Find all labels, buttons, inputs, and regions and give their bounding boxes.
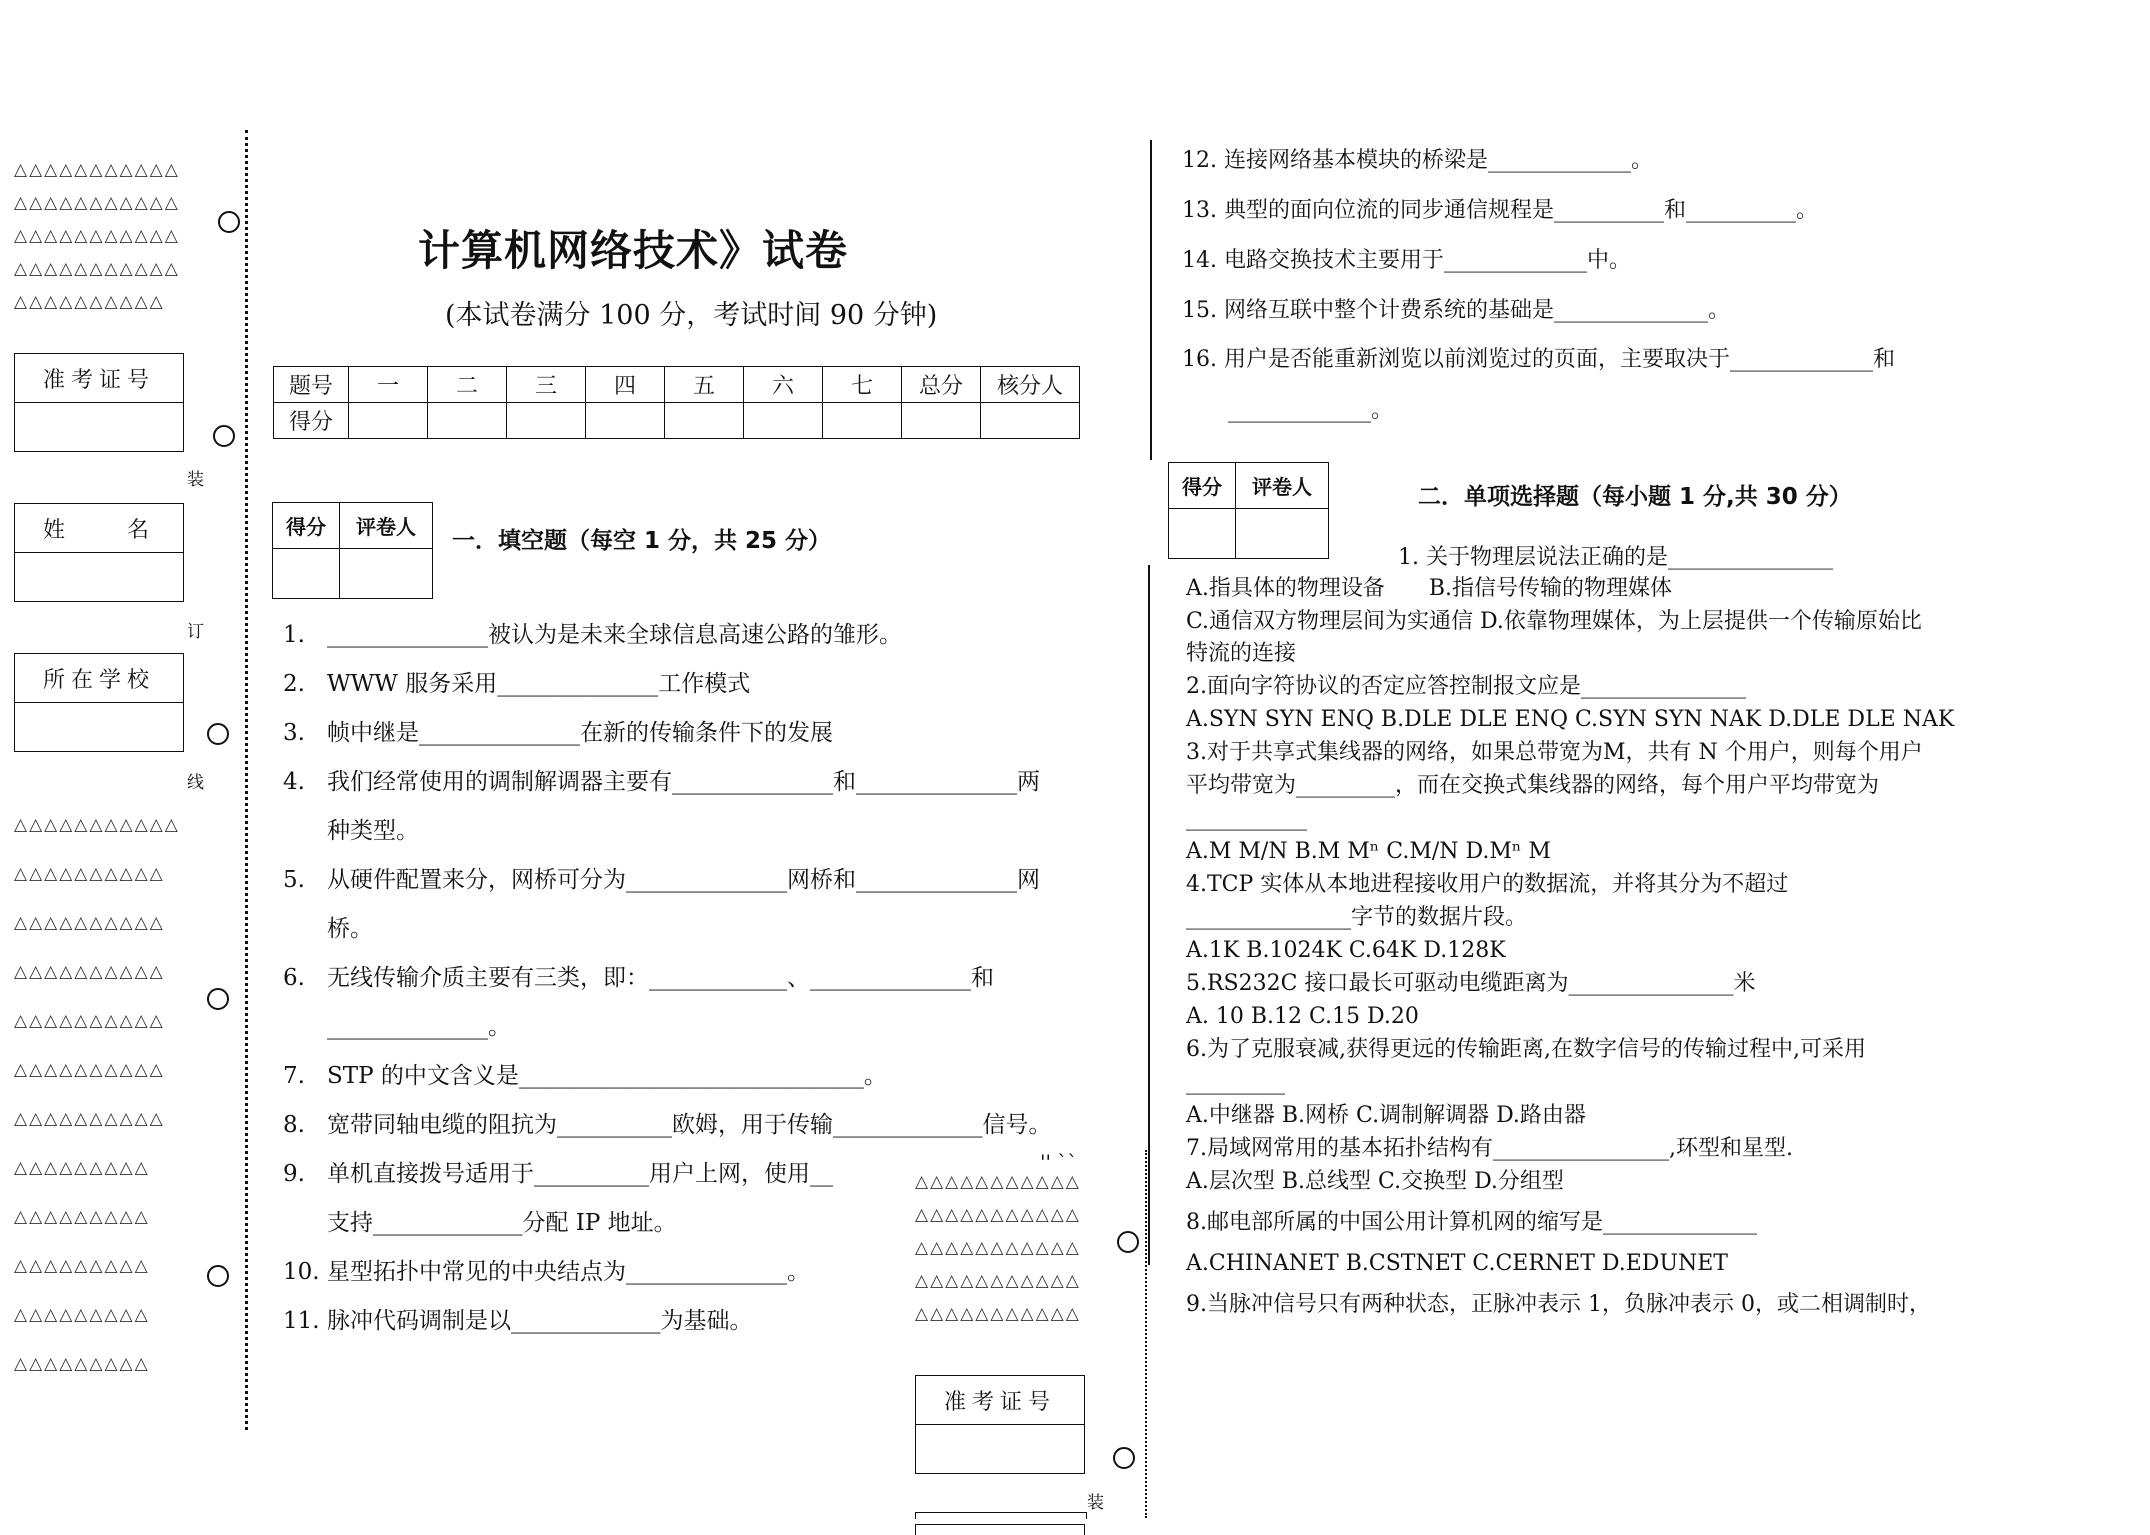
question: 3. 帧中继是______________在新的传输条件下的发展 xyxy=(283,720,833,746)
school-field[interactable] xyxy=(15,703,183,751)
exam-id-field[interactable] xyxy=(15,403,183,451)
triangle-row: △△△△△△△△△△△ xyxy=(915,1238,1081,1258)
triangle-row: △△△△△△△△△ xyxy=(14,1158,150,1178)
question: 12. 连接网络基本模块的桥梁是_____________。 xyxy=(1182,148,1653,173)
binding-hole xyxy=(1113,1447,1135,1469)
triangle-row: △△△△△△△△△△△ xyxy=(14,193,180,213)
question: 16. 用户是否能重新浏览以前浏览过的页面，主要取决于_____________和 xyxy=(1182,347,1895,372)
question: 5. 从硬件配置来分，网桥可分为______________网桥和______________网 xyxy=(283,867,1040,893)
triangle-row: △△△△△△△△△△ xyxy=(14,864,165,884)
question: 9. 单机直接拨号适用于__________用户上网，使用__ xyxy=(283,1161,833,1187)
score-cell[interactable] xyxy=(823,403,902,439)
question-line: A.指具体的物理设备 B.指信号传输的物理媒体 xyxy=(1186,576,1673,601)
triangle-row: △△△△△△△△△△△ xyxy=(14,815,180,835)
grader-score-cell[interactable] xyxy=(273,549,340,599)
question-line: A. 10 B.12 C.15 D.20 xyxy=(1186,1004,1419,1029)
exam-id-box-2 xyxy=(915,1375,1085,1474)
score-table-header: 题号 xyxy=(274,367,349,403)
binding-hole xyxy=(213,425,235,447)
column-divider xyxy=(1148,565,1150,1265)
question: 15. 网络互联中整个计费系统的基础是______________。 xyxy=(1182,298,1730,323)
text-fragment: '' `` xyxy=(1040,1150,1078,1174)
question: 11. 脉冲代码调制是以_____________为基础。 xyxy=(283,1308,753,1334)
grader-score-cell[interactable] xyxy=(1169,509,1236,559)
question: 14. 电路交换技术主要用于_____________中。 xyxy=(1182,248,1631,273)
triangle-row: △△△△△△△△△△ xyxy=(14,913,165,933)
question-line: 1. 关于物理层说法正确的是_______________ xyxy=(1398,545,1833,570)
name-field[interactable] xyxy=(15,553,183,601)
triangle-row: △△△△△△△△△△ xyxy=(14,962,165,982)
exam-id-field[interactable] xyxy=(916,1425,1084,1473)
exam-subtitle: (本试卷满分 100 分，考试时间 90 分钟) xyxy=(445,300,938,331)
grader-score-label: 得分 xyxy=(273,503,340,549)
triangle-row: △△△△△△△△△△△ xyxy=(14,160,180,180)
triangle-row: △△△△△△△△△△△ xyxy=(14,226,180,246)
question-line: _______________字节的数据片段。 xyxy=(1186,905,1528,930)
question-line: 3.对于共享式集线器的网络，如果总带宽为M，共有 N 个用户，则每个用户 xyxy=(1186,740,1923,765)
question: 13. 典型的面向位流的同步通信规程是__________和__________。 xyxy=(1182,198,1818,223)
score-cell[interactable] xyxy=(981,403,1080,439)
section1-title: 一．填空题（每空 1 分，共 25 分） xyxy=(452,528,832,554)
exam-id-box xyxy=(14,353,184,452)
question-line: 6.为了克服衰减,获得更远的传输距离,在数字信号的传输过程中,可采用 xyxy=(1186,1037,1866,1062)
school-box xyxy=(14,653,184,752)
column-divider xyxy=(1150,140,1152,460)
school-label: 所在学校 xyxy=(15,654,183,703)
score-cell[interactable] xyxy=(744,403,823,439)
score-table-header: 六 xyxy=(744,367,823,403)
grader-box-section2 xyxy=(1168,462,1329,559)
question-line: 4.TCP 实体从本地进程接收用户的数据流，并将其分为不超过 xyxy=(1186,872,1789,897)
binding-hole xyxy=(207,988,229,1010)
question: ______________。 xyxy=(327,1014,511,1040)
exam-title: 计算机网络技术》试卷 xyxy=(418,226,849,275)
binding-line xyxy=(245,130,248,1430)
question-line: 8.邮电部所属的中国公用计算机网的缩写是______________ xyxy=(1186,1210,1757,1235)
binding-mark-xian: 线 xyxy=(187,773,204,793)
triangle-row: △△△△△△△△△ xyxy=(14,1207,150,1227)
binding-mark-zhuang: 装 xyxy=(1087,1493,1104,1513)
triangle-row: △△△△△△△△△△△ xyxy=(915,1205,1081,1225)
question-line: 7.局域网常用的基本拓扑结构有________________,环型和星型. xyxy=(1186,1136,1793,1161)
question: 2. WWW 服务采用______________工作模式 xyxy=(283,671,751,697)
question-line: 2.面向字符协议的否定应答控制报文应是_______________ xyxy=(1186,674,1746,699)
question-line: A.中继器 B.网桥 C.调制解调器 D.路由器 xyxy=(1186,1103,1586,1128)
score-table-header: 四 xyxy=(586,367,665,403)
triangle-row: △△△△△△△△△△△ xyxy=(14,259,180,279)
question-line: 5.RS232C 接口最长可驱动电缆距离为_______________米 xyxy=(1186,971,1756,996)
grader-box-section1 xyxy=(272,502,433,599)
box-fragment xyxy=(915,1524,1085,1535)
grader-score-label: 得分 xyxy=(1169,463,1236,509)
score-table xyxy=(273,366,1080,439)
question-line: C.通信双方物理层间为实通信 D.依靠物理媒体，为上层提供一个传输原始比 xyxy=(1186,609,1922,634)
score-cell[interactable] xyxy=(665,403,744,439)
question: _____________。 xyxy=(1228,398,1394,423)
binding-mark-zhuang: 装 xyxy=(187,470,204,490)
triangle-row: △△△△△△△△△ xyxy=(14,1256,150,1276)
score-cell[interactable] xyxy=(349,403,428,439)
question: 桥。 xyxy=(327,916,373,942)
grader-name-label: 评卷人 xyxy=(340,503,433,549)
triangle-row: △△△△△△△△△△△ xyxy=(915,1304,1081,1324)
triangle-row: △△△△△△△△△△ xyxy=(14,1109,165,1129)
question: 6. 无线传输介质主要有三类，即：____________、______________和 xyxy=(283,965,994,991)
score-cell[interactable] xyxy=(902,403,981,439)
score-cell[interactable] xyxy=(428,403,507,439)
section2-title: 二．单项选择题（每小题 1 分,共 30 分） xyxy=(1418,484,1852,510)
question: 1. ______________被认为是未来全球信息高速公路的雏形。 xyxy=(283,622,902,648)
score-table-header: 五 xyxy=(665,367,744,403)
exam-id-label: 准考证号 xyxy=(15,354,183,403)
question-line: 平均带宽为_________，而在交换式集线器的网络，每个用户平均带宽为 xyxy=(1186,773,1880,798)
question-line: A.层次型 B.总线型 C.交换型 D.分组型 xyxy=(1186,1169,1564,1194)
score-cell[interactable] xyxy=(586,403,665,439)
question-line: A.SYN SYN ENQ B.DLE DLE ENQ C.SYN SYN NAK D.DLE DLE NAK xyxy=(1186,707,1955,732)
binding-hole xyxy=(1117,1231,1139,1253)
score-table-header: 总分 xyxy=(902,367,981,403)
question: 7. STP 的中文含义是______________________________。 xyxy=(283,1063,887,1089)
question-line: 特流的连接 xyxy=(1186,641,1297,666)
score-table-header: 三 xyxy=(507,367,586,403)
score-table-header: 七 xyxy=(823,367,902,403)
triangle-row: △△△△△△△△△ xyxy=(14,1305,150,1325)
triangle-row: △△△△△△△△△△ xyxy=(14,1011,165,1031)
name-label: 姓 名 xyxy=(15,504,183,553)
triangle-row: △△△△△△△△△△△ xyxy=(915,1271,1081,1291)
score-table-header: 一 xyxy=(349,367,428,403)
question-line: A.CHINANET B.CSTNET C.CERNET D.EDUNET xyxy=(1186,1251,1728,1276)
score-cell[interactable] xyxy=(507,403,586,439)
binding-mark-ding: 订 xyxy=(187,622,204,642)
triangle-row: △△△△△△△△△△△ xyxy=(915,1172,1081,1192)
question: 4. 我们经常使用的调制解调器主要有______________和______________两 xyxy=(283,769,1040,795)
triangle-row: △△△△△△△△△ xyxy=(14,1354,150,1374)
question: 种类型。 xyxy=(327,818,419,844)
binding-hole xyxy=(207,1265,229,1287)
question-line: A.1K B.1024K C.64K D.128K xyxy=(1186,938,1506,963)
question: 支持_____________分配 IP 地址。 xyxy=(327,1210,677,1236)
question: 10. 星型拓扑中常见的中央结点为______________。 xyxy=(283,1259,810,1285)
triangle-row: △△△△△△△△△△ xyxy=(14,1060,165,1080)
question-line: 9.当脉冲信号只有两种状态，正脉冲表示 1，负脉冲表示 0，或二相调制时， xyxy=(1186,1292,1931,1317)
grader-name-cell[interactable] xyxy=(340,549,433,599)
question-line: _________ xyxy=(1186,1070,1285,1095)
triangle-row: △△△△△△△△△△ xyxy=(14,292,165,312)
question: 8. 宽带同轴电缆的阻抗为__________欧姆，用于传输_____________信号。 xyxy=(283,1112,1052,1138)
binding-hole xyxy=(218,211,240,233)
grader-name-cell[interactable] xyxy=(1236,509,1329,559)
exam-id-label: 准考证号 xyxy=(916,1376,1084,1425)
question-line: A.M M/N B.M Mⁿ C.M/N D.Mⁿ M xyxy=(1186,839,1551,864)
score-row-label: 得分 xyxy=(274,403,349,439)
question-line: ___________ xyxy=(1186,806,1307,831)
binding-line xyxy=(1145,1150,1147,1518)
name-box xyxy=(14,503,184,602)
score-table-header: 核分人 xyxy=(981,367,1080,403)
score-table-header: 二 xyxy=(428,367,507,403)
binding-hole xyxy=(207,723,229,745)
grader-name-label: 评卷人 xyxy=(1236,463,1329,509)
